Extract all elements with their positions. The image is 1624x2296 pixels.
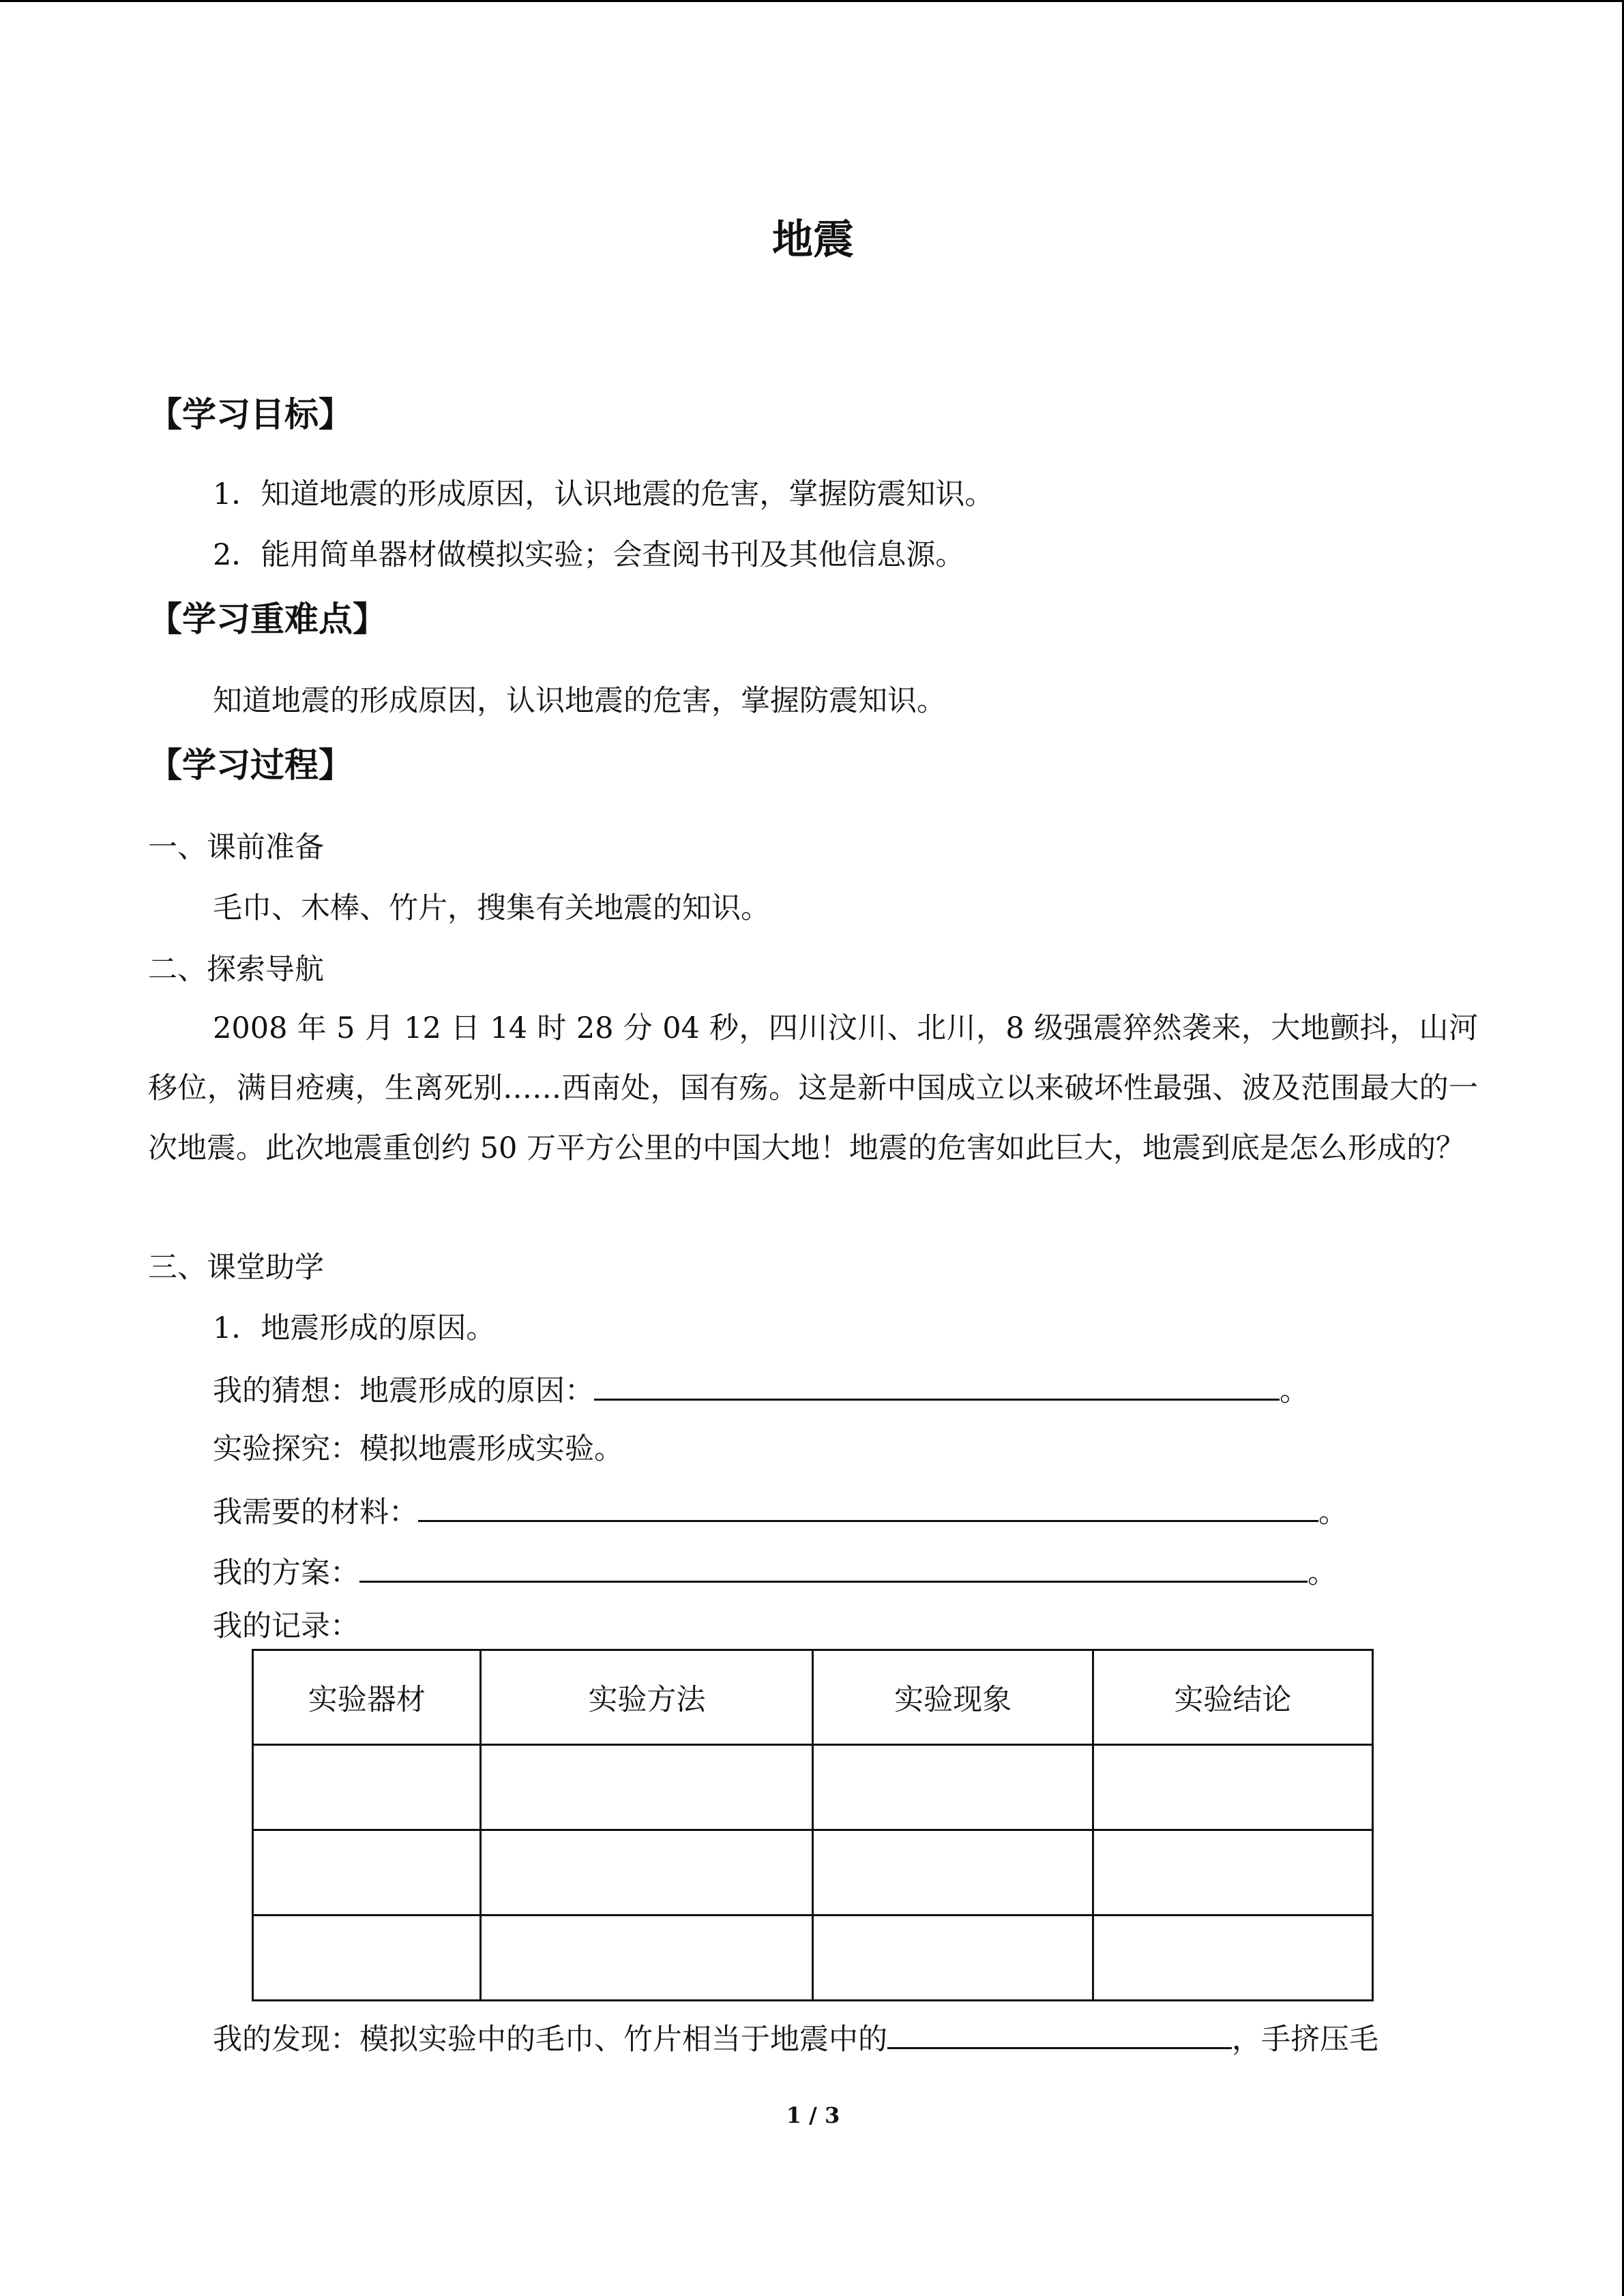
part2-title: 二、探索导航: [148, 953, 324, 987]
item1-title: 1．地震形成的原因。: [213, 1311, 496, 1345]
plan-period: 。: [1308, 1556, 1337, 1590]
guess-line: [213, 1369, 1309, 1412]
record-cell[interactable]: [1093, 1830, 1372, 1915]
page-number: 1 / 3: [786, 2102, 840, 2128]
materials-label: 我需要的材料：: [213, 1495, 418, 1530]
record-table: [252, 1649, 1374, 2001]
record-table-row: [253, 1830, 1373, 1915]
record-table-row: [253, 1915, 1373, 2001]
record-header-cell: 实验方法: [481, 1650, 813, 1745]
record-cell[interactable]: [813, 1915, 1093, 2001]
record-cell[interactable]: [253, 1745, 481, 1830]
part1-text: 毛巾、木棒、竹片，搜集有关地震的知识。: [213, 891, 770, 925]
plan-label: 我的方案：: [213, 1556, 359, 1590]
record-header-cell: 实验器材: [253, 1650, 481, 1745]
record-table-header-row: [253, 1650, 1373, 1745]
record-label: 我的记录：: [213, 1609, 359, 1643]
record-cell[interactable]: [481, 1830, 813, 1915]
plan-line: [213, 1551, 1337, 1594]
guess-period: 。: [1280, 1374, 1309, 1408]
record-cell[interactable]: [1093, 1915, 1372, 2001]
page-top-border: [0, 0, 1624, 2]
record-cell[interactable]: [813, 1745, 1093, 1830]
part3-title: 三、课堂助学: [148, 1251, 324, 1285]
objective-item-2: 2．能用简单器材做模拟实验；会查阅书刊及其他信息源。: [213, 538, 965, 572]
part2-paragraph: 2008 年 5 月 12 日 14 时 28 分 04 秒，四川汶川、北川，8 级强震猝然袭来，大地颤抖，山河移位，满目疮痍，生离死别……西南处，国有殇。这是新中国成立以来破坏性最强、波及范围最大的一次地震。此次地震重创约 50 万平方公里的中国大地！地震的危害如此巨大，地震到底是怎么形成的？: [148, 1011, 1478, 1165]
finding-start: 我的发现：模拟实验中的毛巾、竹片相当于地震中的: [213, 2023, 887, 2057]
record-cell[interactable]: [481, 1745, 813, 1830]
record-table-row: [253, 1745, 1373, 1830]
plan-blank[interactable]: [359, 1551, 1308, 1583]
part1-title: 一、课前准备: [148, 831, 324, 865]
record-header-cell: 实验现象: [813, 1650, 1093, 1745]
record-cell[interactable]: [253, 1830, 481, 1915]
finding-end: ，手挤压毛: [1232, 2023, 1378, 2057]
finding-blank[interactable]: [887, 2017, 1232, 2049]
finding-line: [213, 2017, 1378, 2060]
objectives-heading: 【学习目标】: [148, 395, 353, 434]
process-heading: 【学习过程】: [148, 745, 353, 785]
record-cell[interactable]: [481, 1915, 813, 2001]
key-points-text: 知道地震的形成原因，认识地震的危害，掌握防震知识。: [213, 684, 946, 718]
record-cell[interactable]: [813, 1830, 1093, 1915]
materials-line: [213, 1490, 1348, 1533]
document-title: 地震: [772, 216, 854, 264]
materials-blank[interactable]: [418, 1490, 1318, 1522]
materials-period: 。: [1318, 1495, 1348, 1530]
guess-blank[interactable]: [594, 1369, 1280, 1401]
experiment-line: 实验探究：模拟地震形成实验。: [213, 1432, 623, 1466]
record-header-cell: 实验结论: [1093, 1650, 1372, 1745]
record-cell[interactable]: [1093, 1745, 1372, 1830]
key-points-heading: 【学习重难点】: [148, 599, 387, 639]
guess-label: 我的猜想：地震形成的原因：: [213, 1374, 594, 1408]
objective-item-1: 1．知道地震的形成原因，认识地震的危害，掌握防震知识。: [213, 477, 994, 511]
record-cell[interactable]: [253, 1915, 481, 2001]
